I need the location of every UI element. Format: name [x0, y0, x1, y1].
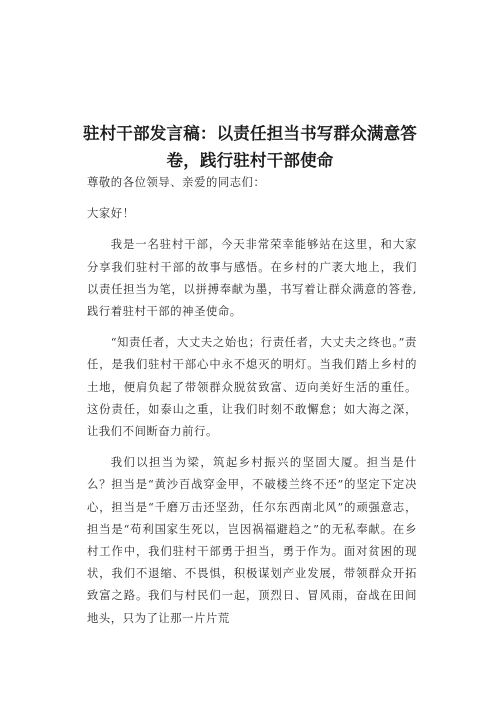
paragraph: 我是一名驻村干部，今天非常荣幸能够站在这里，和大家分享我们驻村干部的故事与感悟。在乡村的广袤大地上，我们以责任担当为笔，以拼搏奉献为墨，书写着让群众满意的答卷,践行着驻村干部的神圣使命。 — [87, 238, 417, 319]
document-title: 驻村干部发言稿：以责任担当书写群众满意答卷，践行驻村干部使命 — [83, 124, 417, 170]
salutation: 尊敬的各位领导、亲爱的同志们： — [87, 176, 266, 189]
paragraph: 我们以担当为梁，筑起乡村振兴的坚固大厦。担当是什么？担当是“黄沙百战穿金甲，不破楼兰终不还”的坚定下定决心，担当是“千磨万击还坚劲，任尔东西南北风”的顽强意志，担当是“苟利国家生死以，岂因祸福避趋之”的无私奉献。在乡村工作中，我们驻村干部勇于担当，勇于作为。面对贫困的现状，我们不退缩、不畏惧，积极谋划产业发展，带领群众开拓致富之路。我们与村民们一起，顶烈日、冒风雨，奋战在田间地头，只为了让那一片片荒 — [87, 456, 417, 625]
paragraph: “知责任者，大丈夫之始也；行责任者，大丈夫之终也。”责任，是我们驻村干部心中永不熄灭的明灯。当我们踏上乡村的土地，便肩负起了带领群众脱贫致富、迈向美好生活的重任。这份责任，如泰山之重，让我们时刻不敢懈怠；如大海之深，让我们不间断奋力前行。 — [87, 336, 417, 439]
greeting: 大家好！ — [87, 207, 135, 221]
document-body — [87, 172, 417, 639]
